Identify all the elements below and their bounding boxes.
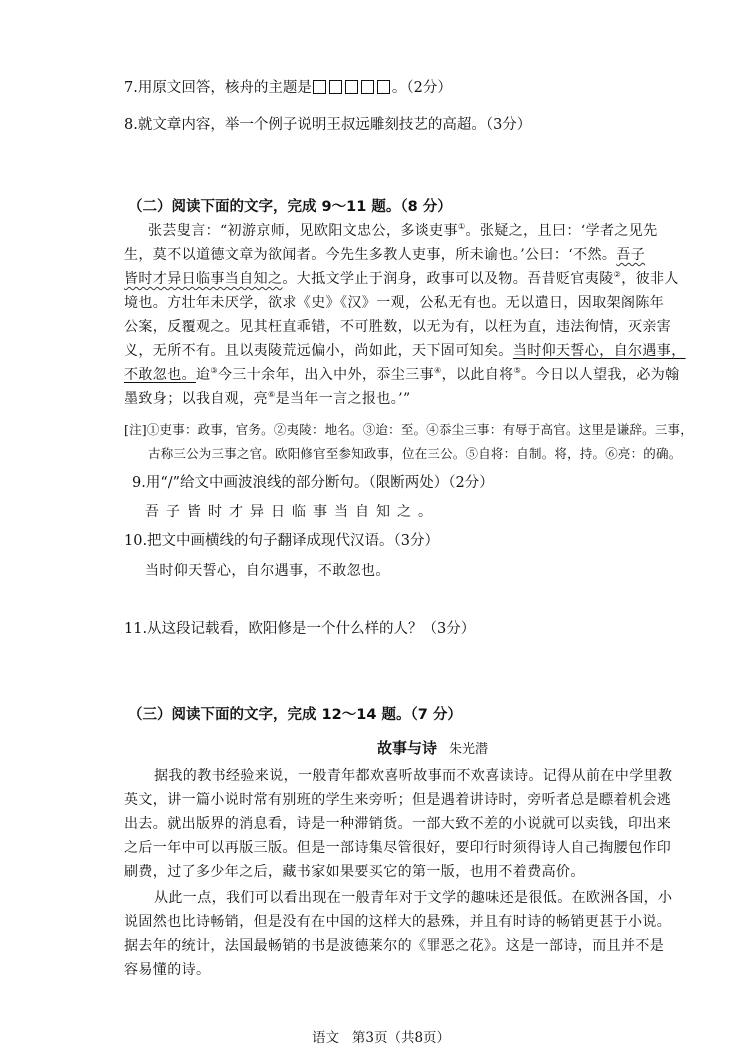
text-span: 是当年一言之报也。’” <box>275 391 411 407</box>
paragraph-line: 之后一年中可以再版三版。但是一部诗集尽管很好，要印行时须得诗人自己掏腰包作印 <box>124 840 672 856</box>
paragraph-line: 从此一点，我们可以看出现在一般青年对于文学的趣味还是很低。在欧洲各国，小 <box>154 890 673 906</box>
section-2-header: （二）阅读下面的文字，完成 9～11 题。（8 分） <box>128 199 452 215</box>
question-7-text: 7.用原文回答，核舟的主题是 <box>124 80 312 96</box>
section-3-header: （三）阅读下面的文字，完成 12～14 题。（7 分） <box>128 707 462 723</box>
page-footer: 语文 第3页（共8页） <box>312 1030 451 1046</box>
paragraph-line: 出去。就出版界的消息看，诗是一种滞销货。一部大致不差的小说就可以卖钱，印出来 <box>124 816 672 832</box>
passage-2-line <box>124 341 686 361</box>
paragraph-line: 说固然也比诗畅销，但是没有在中国的这样大的悬殊，并且有时诗的畅销更甚于小说。 <box>124 914 672 930</box>
text-span: 张芸叟言：“初游京师，见欧阳文忠公，多谈吏事 <box>148 223 458 239</box>
question-8: 8.就文章内容，举一个例子说明王叔远雕刻技艺的高超。（3分） <box>124 117 532 133</box>
passage-2-line: 境也。方壮年未厌学，欲求《史》《汉》一观，公私无有也。无以遣日，因取架阁陈年 <box>124 295 665 311</box>
footnote-line: [注]①吏事：政事，官务。②夷陵：地名。③迨：至。④忝尘三事：有辱于高官。这里是谦辞。三事， <box>124 422 693 437</box>
text-span: 墨致身；以我自观，亮 <box>124 391 268 407</box>
passage-2-line <box>124 269 679 289</box>
article-title <box>377 738 488 760</box>
footnote-mark: ② <box>613 270 622 279</box>
question-9-text: 吾子皆时才异日临事当自知之。 <box>145 504 439 520</box>
paragraph-line: 据去年的统计，法国最畅销的书是波德莱尔的《罪恶之花》。这是一部诗，而且并不是 <box>124 938 665 954</box>
footnote-mark: ① <box>457 222 466 231</box>
title-text: 故事与诗 <box>377 739 438 757</box>
paragraph-line: 容易懂的诗。 <box>124 962 211 978</box>
paragraph-line: 刷费，过了多少年之后，藏书家如果要买它的第一版，也用不着费高价。 <box>124 864 585 880</box>
wavy-underlined-text: 吾子 <box>616 247 646 263</box>
passage-2-line: 公案，反覆观之。见其枉直乖错，不可胜数，以无为有，以枉为直，违法徇情，灭亲害 <box>124 319 672 335</box>
text-span: 。大抵文学止于润身，政事可以及物。吾昔贬官夷陵 <box>282 271 614 287</box>
text-span: 生，莫不以道德文章为欲闻者。今先生多教人吏事，所未谕也。’公曰：‘不然。 <box>124 247 617 263</box>
underlined-text: 当时仰天誓心，自尔遇事， <box>512 343 686 359</box>
question-9: 9.用“/”给文中画波浪线的部分断句。（限断两处）（2分） <box>132 475 494 491</box>
passage-2-line <box>124 245 645 265</box>
footnote-mark: ③ <box>210 366 218 375</box>
text-span: 迨 <box>196 367 211 383</box>
paragraph-line: 英文，讲一篇小说时常有别班的学生来旁听；但是遇着讲诗时，旁听者总是瞟着机会逃 <box>124 792 672 808</box>
underlined-text: 不敢忽也。 <box>124 367 196 383</box>
footnote-mark: ⑥ <box>268 390 276 399</box>
author-name: 朱光潜 <box>449 742 489 757</box>
passage-2-line <box>148 221 658 241</box>
answer-box <box>345 80 358 94</box>
footnote-mark: ④ <box>433 366 442 375</box>
text-span: ，以此自将 <box>441 367 514 383</box>
footnote-mark: ⑤ <box>513 366 522 375</box>
text-span: 义，无所不有。且以夷陵荒远偏小，尚如此，天下固可知矣。 <box>124 343 513 359</box>
passage-2-line <box>124 389 411 409</box>
question-10: 10.把文中画横线的句子翻译成现代汉语。（3分） <box>124 533 440 549</box>
answer-box <box>377 80 390 94</box>
text-span: 。张疑之，且曰：‘学者之见先 <box>465 223 658 239</box>
text-span: 今三十余年，出入中外，忝尘三事 <box>217 367 434 383</box>
question-11: 11.从这段记载看，欧阳修是一个什么样的人？（3分） <box>124 621 476 637</box>
question-10-text: 当时仰天誓心，自尔遇事，不敢忽也。 <box>145 563 390 579</box>
paragraph-line: 据我的教书经验来说，一般青年都欢喜听故事而不欢喜读诗。记得从前在中学里教 <box>154 768 673 784</box>
answer-box <box>329 80 342 94</box>
footnote-line: 古称三公为三事之官。欧阳修官至参知政事，位在三公。⑤自将：自制。将，持。⑥亮：的确。 <box>148 446 682 461</box>
answer-box <box>361 80 374 94</box>
text-span: 。今日以人望我，必为翰 <box>521 367 680 383</box>
wavy-underlined-text: 皆时才异日临事当自知之 <box>124 271 283 287</box>
question-7 <box>124 78 452 98</box>
text-span: ，彼非人 <box>621 271 679 287</box>
question-7-tail: 。（2分） <box>391 80 452 96</box>
passage-2-line <box>124 365 680 385</box>
answer-box <box>313 80 326 94</box>
